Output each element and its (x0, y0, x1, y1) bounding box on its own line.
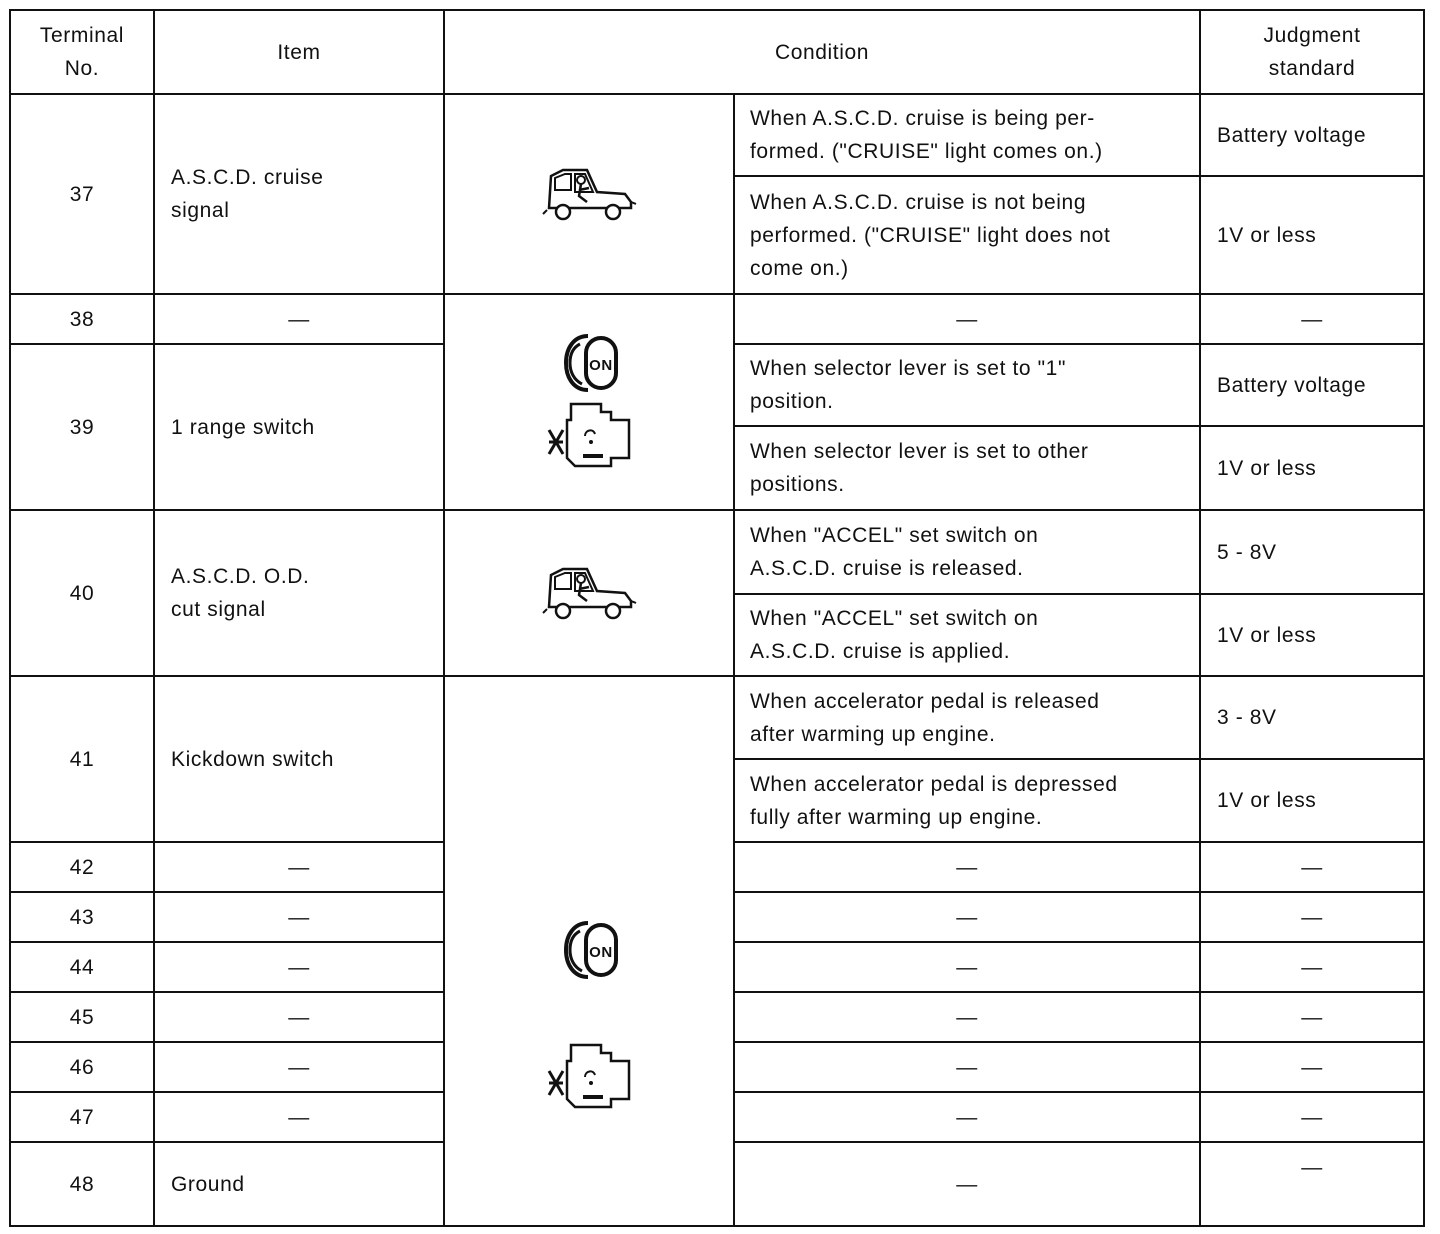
judgment-value: — (1200, 1142, 1424, 1226)
item-name: A.S.C.D. cruise signal (154, 94, 444, 294)
terminal-number: 43 (10, 892, 154, 942)
terminal-number: 41 (10, 676, 154, 842)
item-name: A.S.C.D. O.D. cut signal (154, 510, 444, 676)
item-name: — (154, 1042, 444, 1092)
judgment-value: Battery voltage (1200, 344, 1424, 426)
condition-text: — (734, 892, 1200, 942)
item-name: Ground (154, 1142, 444, 1226)
condition-text: — (734, 942, 1200, 992)
judgment-value: 1V or less (1200, 594, 1424, 676)
condition-text: When A.S.C.D. cruise is being per- formed. ("CRUISE" light comes on.) (734, 94, 1200, 176)
terminal-number: 45 (10, 992, 154, 1042)
terminal-number: 38 (10, 294, 154, 344)
table-row (10, 676, 1424, 759)
item-name: — (154, 1092, 444, 1142)
condition-text: When "ACCEL" set switch on A.S.C.D. cruise is released. (734, 510, 1200, 594)
condition-text: — (734, 1092, 1200, 1142)
svg-text:ON: ON (589, 944, 613, 961)
judgment-value: — (1200, 1042, 1424, 1092)
condition-text: When accelerator pedal is released after warming up engine. (734, 676, 1200, 759)
condition-text: When accelerator pedal is depressed fully after warming up engine. (734, 759, 1200, 842)
table-row (10, 510, 1424, 594)
item-name: — (154, 842, 444, 892)
judgment-value: — (1200, 942, 1424, 992)
condition-icon-cell (444, 510, 734, 676)
item-name: — (154, 294, 444, 344)
judgment-value: — (1200, 992, 1424, 1042)
header-row (10, 10, 1424, 94)
terminal-number: 44 (10, 942, 154, 992)
judgment-value: 3 - 8V (1200, 676, 1424, 759)
terminal-number: 40 (10, 510, 154, 676)
terminal-number: 37 (10, 94, 154, 294)
condition-text: When selector lever is set to other positions. (734, 426, 1200, 510)
item-name: — (154, 992, 444, 1042)
terminal-no-header: Terminal No. (10, 10, 154, 94)
item-name: — (154, 892, 444, 942)
item-name: — (154, 942, 444, 992)
terminal-number: 39 (10, 344, 154, 510)
judgment-value: — (1200, 842, 1424, 892)
judgment-value: 1V or less (1200, 176, 1424, 294)
table-row (10, 94, 1424, 176)
terminal-judgment-table (9, 9, 1425, 1227)
ignition-on-icon (554, 919, 624, 981)
vehicle-driving-icon (541, 162, 637, 226)
engine-running-icon (541, 398, 637, 472)
terminal-number: 47 (10, 1092, 154, 1142)
ignition-on-icon (554, 332, 624, 394)
judgment-value: — (1200, 294, 1424, 344)
condition-text: — (734, 294, 1200, 344)
item-name: Kickdown switch (154, 676, 444, 842)
item-name: 1 range switch (154, 344, 444, 510)
condition-icon-cell (444, 294, 734, 510)
terminal-number: 42 (10, 842, 154, 892)
svg-text:ON: ON (589, 357, 613, 374)
condition-icon-cell (444, 94, 734, 294)
judgment-value: 1V or less (1200, 426, 1424, 510)
terminal-number: 48 (10, 1142, 154, 1226)
condition-header: Condition (444, 10, 1200, 94)
item-header: Item (154, 10, 444, 94)
condition-icon-cell (444, 676, 734, 1226)
condition-text: — (734, 992, 1200, 1042)
judgment-standard-header: Judgment standard (1200, 10, 1424, 94)
condition-text: — (734, 842, 1200, 892)
condition-text: When A.S.C.D. cruise is not being performed. ("CRUISE" light does not come on.) (734, 176, 1200, 294)
condition-text: — (734, 1042, 1200, 1092)
terminal-number: 46 (10, 1042, 154, 1092)
condition-text: When selector lever is set to "1" position. (734, 344, 1200, 426)
judgment-value: — (1200, 1092, 1424, 1142)
table-row (10, 294, 1424, 344)
judgment-value: 5 - 8V (1200, 510, 1424, 594)
judgment-value: Battery voltage (1200, 94, 1424, 176)
judgment-value: 1V or less (1200, 759, 1424, 842)
condition-text: When "ACCEL" set switch on A.S.C.D. cruise is applied. (734, 594, 1200, 676)
judgment-value: — (1200, 892, 1424, 942)
engine-running-icon (541, 1039, 637, 1113)
condition-text: — (734, 1142, 1200, 1226)
vehicle-driving-icon (541, 561, 637, 625)
